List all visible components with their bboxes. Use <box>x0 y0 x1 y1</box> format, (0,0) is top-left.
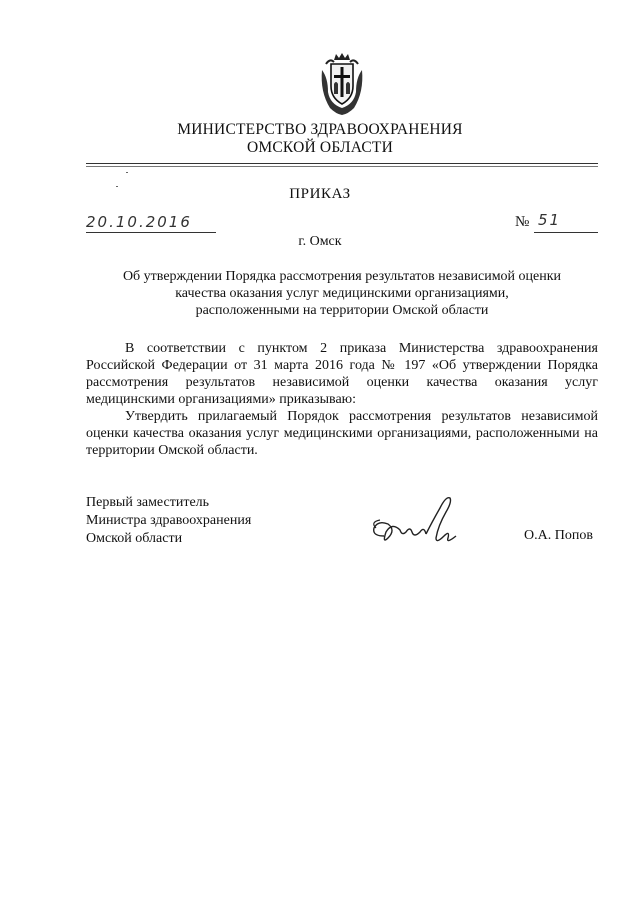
signer-position-line: Министра здравоохранения <box>86 513 252 528</box>
signer-position <box>86 494 251 548</box>
organization-name-line1: МИНИСТЕРСТВО ЗДРАВООХРАНЕНИЯ <box>177 121 463 138</box>
order-title-line: качества оказания услуг медицинскими организациями, <box>175 286 509 301</box>
order-number-label: № <box>515 214 530 230</box>
order-title-line: Об утверждении Порядка рассмотрения результатов независимой оценки <box>122 269 562 284</box>
organization-name-line2: ОМСКОЙ ОБЛАСТИ <box>247 139 393 156</box>
order-city: г. Омск <box>298 234 342 249</box>
signer-position-line: Омской области <box>86 531 183 546</box>
signer-name: О.А. Попов <box>524 528 593 543</box>
order-number: 51 <box>538 211 562 229</box>
coat-of-arms-icon <box>316 52 368 116</box>
header-divider <box>86 163 598 164</box>
body-paragraph: Утвердить прилагаемый Порядок рассмотрения результатов независимой оценки качества оказания услуг медицинскими организациями, расположенными на территории Омской области. <box>86 409 598 458</box>
signer-position-line: Первый заместитель <box>86 495 210 510</box>
handwritten-signature-icon <box>366 492 464 552</box>
scan-speck <box>126 172 128 173</box>
header-divider-secondary <box>86 166 598 167</box>
order-date: 20.10.2016 <box>86 213 192 231</box>
order-body <box>86 340 598 459</box>
number-underline <box>534 232 598 233</box>
body-paragraph: В соответствии с пунктом 2 приказа Министерства здравоохранения Российской Федерации от 31 марта 2016 года № 197 «Об утверждении Порядка рассмотрения результатов независимой оценки качества оказания услуг медицинскими организациями» приказываю: <box>86 341 598 407</box>
date-underline <box>86 232 216 233</box>
document-type: ПРИКАЗ <box>289 186 351 202</box>
order-title-line: расположенными на территории Омской области <box>195 303 489 318</box>
order-title <box>86 268 598 319</box>
